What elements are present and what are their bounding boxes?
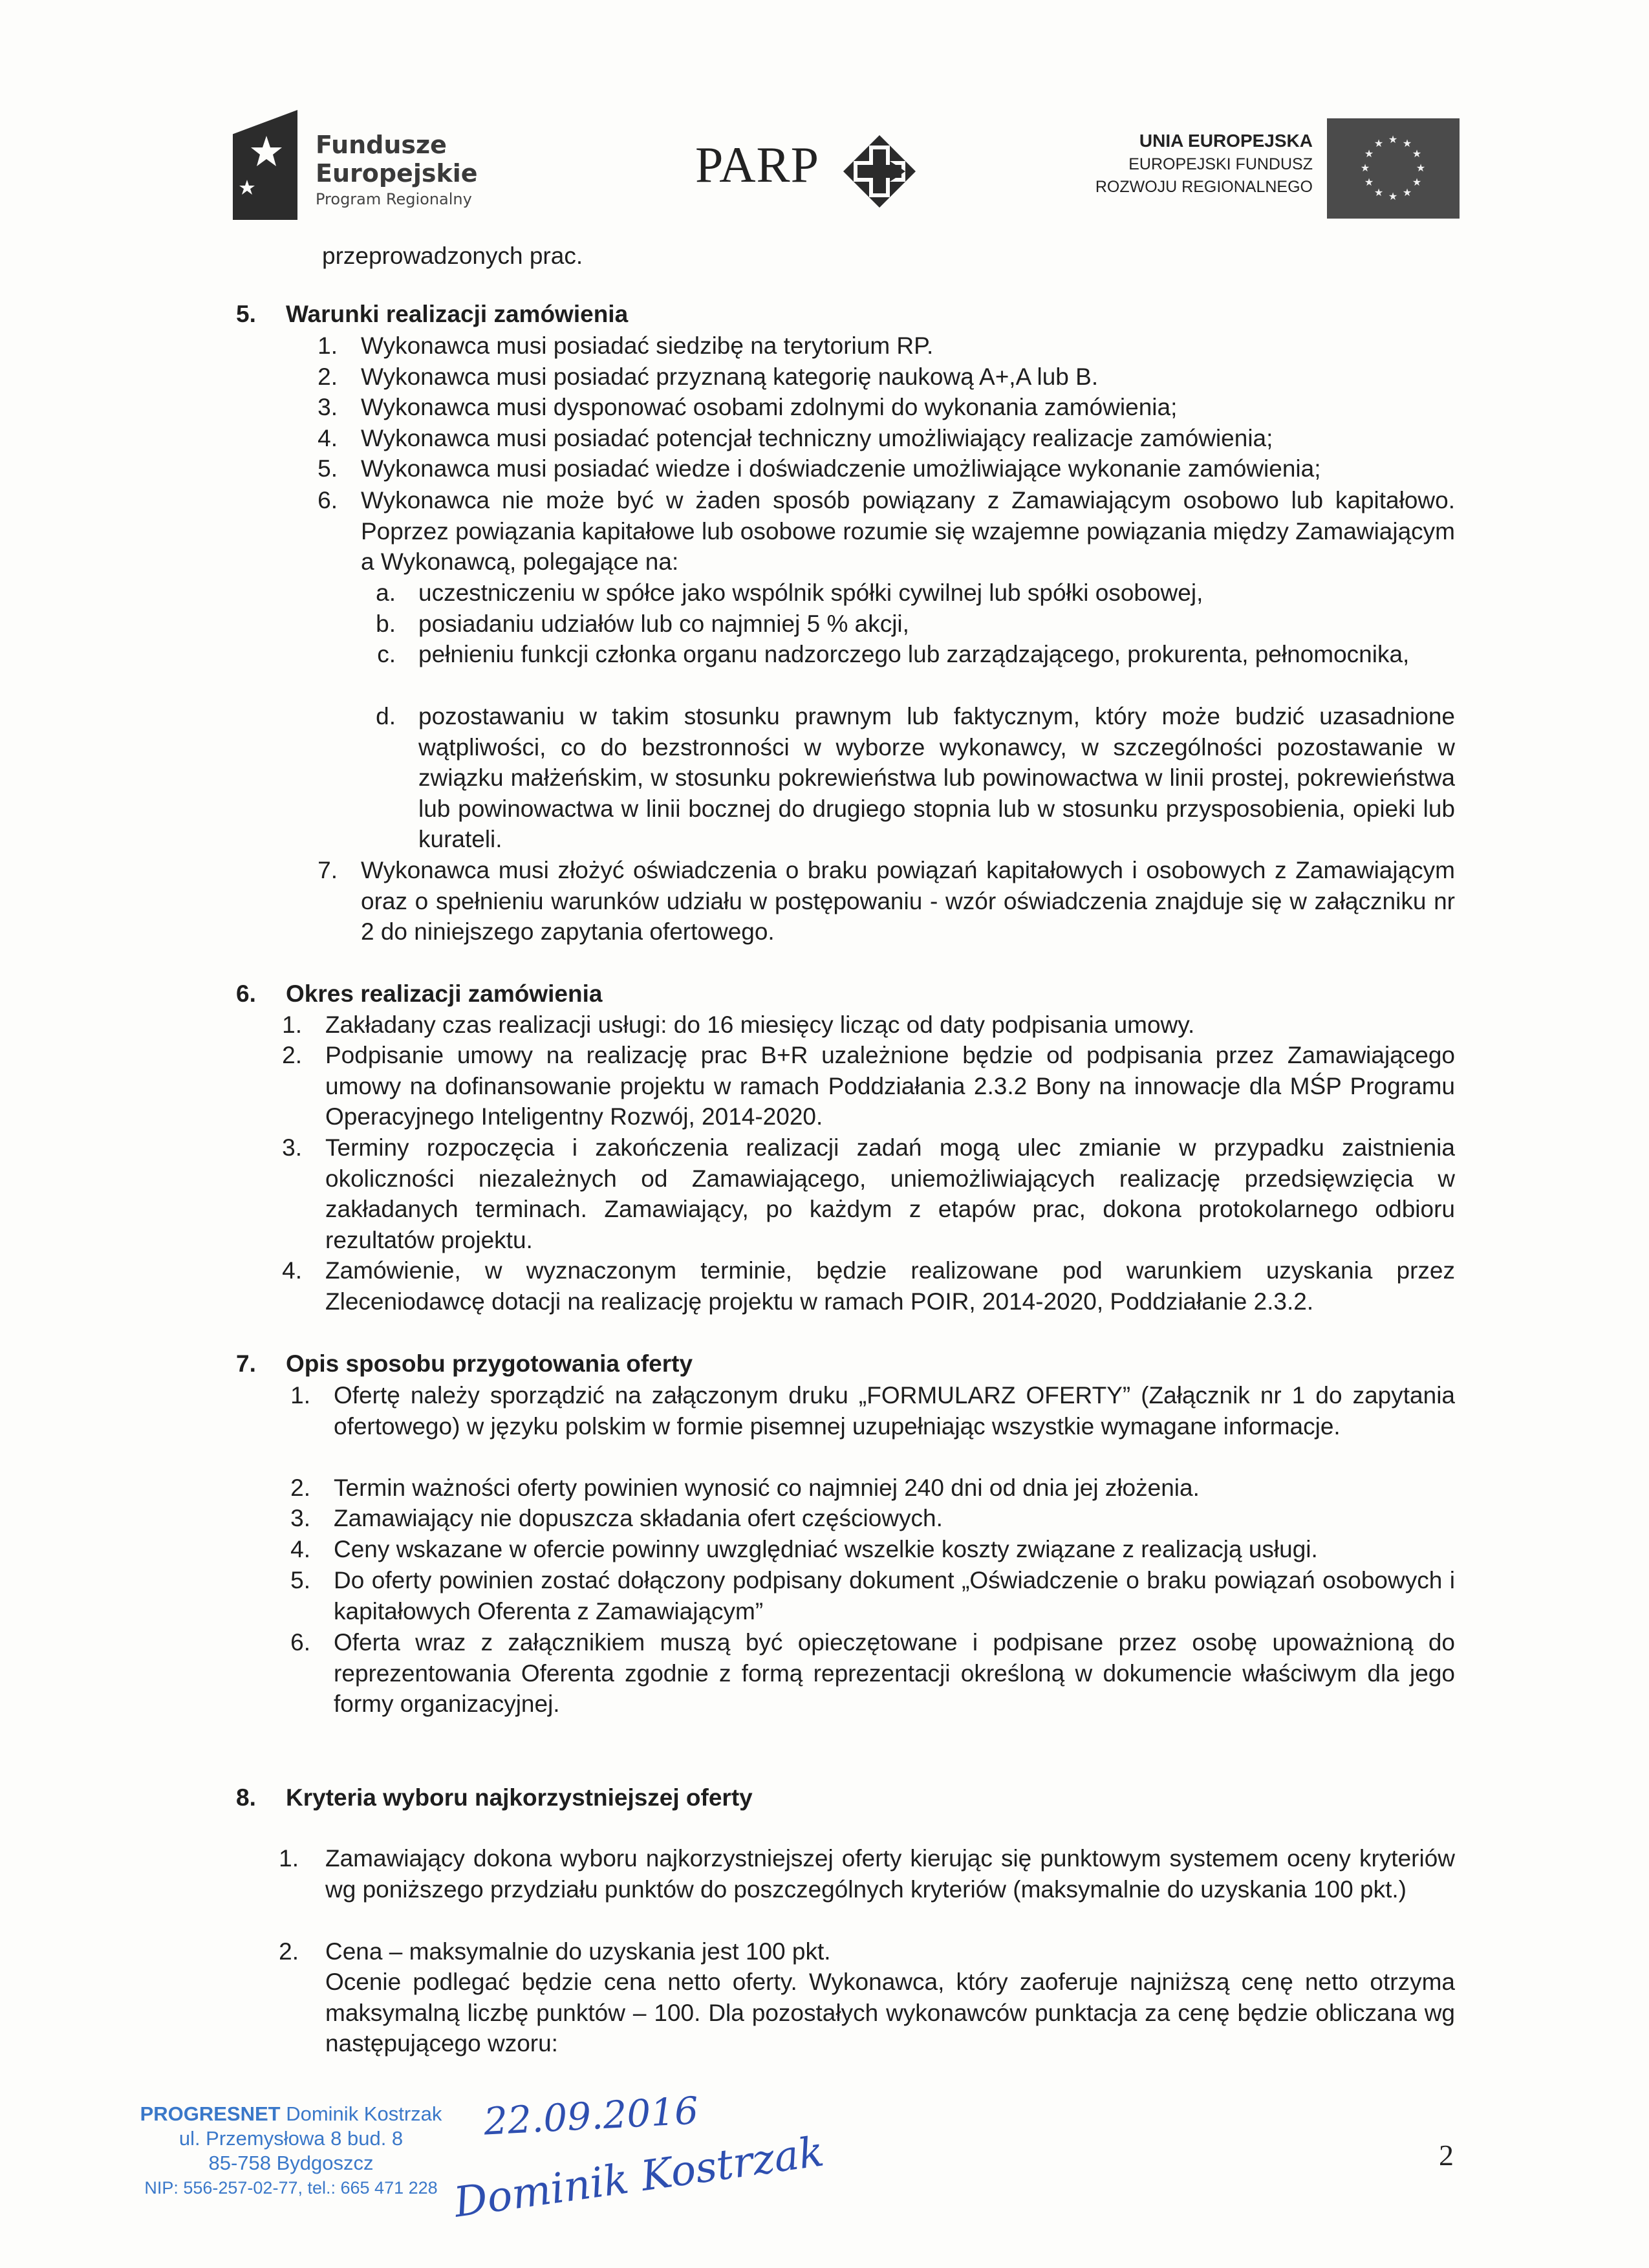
s8-item2-continued: Ocenie podlegać będzie cena netto oferty. Wykonawca, który zaoferuje najniższą cenę netto otrzyma maksymalną liczbę punktów – 100. Dla pozostałych wykonawców punktacja za cenę będzie obliczana wg następującego wzoru: — [325, 1969, 1455, 2057]
company-stamp — [103, 2102, 479, 2200]
eu-line3: ROZWOJU REGIONALNEGO — [1095, 178, 1313, 196]
svg-text:★: ★ — [1412, 147, 1422, 160]
s5-sub-d-num: d. — [376, 703, 396, 729]
intro-line: przeprowadzonych prac. — [322, 243, 583, 269]
svg-text:★: ★ — [1364, 147, 1374, 160]
svg-text:★: ★ — [1402, 186, 1412, 199]
s5-sub-b-text: posiadaniu udziałów lub co najmniej 5 % akcji, — [418, 610, 909, 637]
s6-item4-text: Zamówienie, w wyznaczonym terminie, będzie realizowane pod warunkiem uzyskania przez Zleceniodawcę dotacji na realizację projektu w ramach POIR, 2014-2020, Poddziałanie 2.3.2. — [325, 1257, 1455, 1315]
section8-title: Kryteria wyboru najkorzystniejszej oferty — [286, 1784, 753, 1811]
s7-item6-text: Oferta wraz z załącznikiem muszą być opieczętowane i podpisane przez osobę upoważnioną do reprezentowania Oferenta zgodnie z formą reprezentacji określoną w dokumencie właściwym dla jego formy organizacyjnej. — [334, 1629, 1455, 1717]
s5-item6-num: 6. — [318, 487, 338, 513]
parp-mark-icon — [841, 133, 918, 210]
parp-logo-text: PARP — [695, 136, 819, 193]
eu-flag-icon — [1327, 118, 1460, 219]
s7-item5-num: 5. — [290, 1567, 310, 1593]
s5-item2-num: 2. — [318, 363, 338, 390]
stamp-address1: ul. Przemysłowa 8 bud. 8 — [178, 2127, 404, 2150]
s5-item2-text: Wykonawca musi posiadać przyznaną kategorię naukową A+,A lub B. — [361, 363, 1099, 390]
s5-sub-c-text: pełnieniu funkcji członka organu nadzorczego lub zarządzającego, prokurenta, pełnomocnika, — [418, 641, 1410, 667]
s7-item6-num: 6. — [290, 1629, 310, 1656]
svg-text:★: ★ — [1364, 176, 1374, 188]
s7-item3-num: 3. — [290, 1505, 310, 1531]
s6-item1-text: Zakładany czas realizacji usługi: do 16 miesięcy licząc od daty podpisania umowy. — [325, 1011, 1195, 1038]
fundusze-europejskie-logo — [233, 110, 504, 226]
s5-sub-c-num: c. — [377, 641, 396, 667]
section7-title: Opis sposobu przygotowania oferty — [286, 1350, 693, 1377]
s7-item4-num: 4. — [290, 1536, 310, 1562]
s8-item1-num: 1. — [279, 1845, 299, 1872]
s5-item7-num: 7. — [318, 857, 338, 883]
section5-number: 5. — [236, 301, 256, 327]
s6-item4-num: 4. — [282, 1257, 302, 1284]
eu-line2: EUROPEJSKI FUNDUSZ — [1128, 155, 1313, 173]
s7-item5-text: Do oferty powinien zostać dołączony podpisany dokument „Oświadczenie o braku powiązań osobowych i kapitałowych Oferenta z Zamawiającym” — [334, 1567, 1455, 1625]
svg-text:★: ★ — [1412, 176, 1422, 188]
stamp-company-line — [103, 2102, 479, 2126]
svg-text:★: ★ — [1402, 137, 1412, 149]
section7-number: 7. — [236, 1350, 256, 1377]
eu-line1: UNIA EUROPEJSKA — [1139, 131, 1313, 151]
section8-number: 8. — [236, 1784, 256, 1811]
s7-item2-text: Termin ważności oferty powinien wynosić co najmniej 240 dni od dnia jej złożenia. — [334, 1474, 1200, 1501]
s8-item2-text: Cena – maksymalnie do uzyskania jest 100 pkt. — [325, 1938, 831, 1965]
svg-text:★: ★ — [1374, 186, 1384, 199]
s8-item1-text: Zamawiający dokona wyboru najkorzystniejszej oferty kierując się punktowym systemem oceny kryteriów wg poniższego przydziału punktów do poszczególnych kryteriów (maksymalnie do uzyskania 100 pkt.) — [325, 1845, 1455, 1903]
fe-line2: Europejskie — [316, 159, 478, 188]
s5-item6-text: Wykonawca nie może być w żaden sposób powiązany z Zamawiającym osobowo lub kapitałowo. Poprzez powiązania kapitałowe lub osobowe rozumie się wzajemne powiązania między Zamawiającym a Wykonawcą, polegające na: — [361, 487, 1455, 575]
s5-item3-text: Wykonawca musi dysponować osobami zdolnymi do wykonania zamówienia; — [361, 394, 1178, 420]
s7-item1-text: Ofertę należy sporządzić na załączonym druku „FORMULARZ OFERTY” (Załącznik nr 1 do zapytania ofertowego) w języku polskim w formie pisemnej uzupełniając wszystkie wymagane informacje. — [334, 1382, 1455, 1440]
eu-text — [1035, 131, 1313, 197]
s6-item2-num: 2. — [282, 1042, 302, 1068]
s5-sub-a-text: uczestniczeniu w spółce jako wspólnik spółki cywilnej lub spółki osobowej, — [418, 579, 1203, 606]
svg-text:★: ★ — [1388, 133, 1398, 146]
section6-number: 6. — [236, 980, 256, 1007]
s5-item5-text: Wykonawca musi posiadać wiedze i doświadczenie umożliwiające wykonanie zamówienia; — [361, 455, 1321, 482]
svg-text:★: ★ — [1360, 162, 1370, 174]
s5-sub-d-text: pozostawaniu w takim stosunku prawnym lub faktycznym, który może budzić uzasadnione wątpliwości, co do bezstronności w wyborze wykonawcy, w szczególności pozostawanie w związku małżeńskim, w stosunku pokrewieństwa lub powinowactwa w linii prostej, pokrewieństwa lub powinowactwa w linii bocznej do drugiego stopnia lub w stosunku przysposobienia, opieki lub kurateli. — [418, 703, 1455, 852]
svg-text:★: ★ — [1416, 162, 1426, 174]
s5-item3-num: 3. — [318, 394, 338, 420]
s6-item3-num: 3. — [282, 1134, 302, 1161]
s7-item3-text: Zamawiający nie dopuszcza składania ofert częściowych. — [334, 1505, 943, 1531]
s7-item1-num: 1. — [290, 1382, 310, 1409]
fe-line3: Program Regionalny — [316, 190, 472, 208]
s8-item2-num: 2. — [279, 1938, 299, 1965]
stamp-company: PROGRESNET — [140, 2102, 281, 2125]
fe-line1: Fundusze — [316, 131, 447, 159]
handwritten-date: 22.09.2016 — [482, 2088, 700, 2144]
page-number: 2 — [1439, 2139, 1454, 2172]
handwritten-signature: Dominik Kostrzak — [451, 2128, 827, 2227]
stamp-owner: Dominik Kostrzak — [280, 2102, 442, 2125]
stamp-address2: 85-758 Bydgoszcz — [208, 2152, 374, 2174]
fe-star-icon — [233, 110, 297, 220]
s7-item2-num: 2. — [290, 1474, 310, 1501]
s5-sub-a-num: a. — [376, 579, 396, 606]
s5-sub-b-num: b. — [376, 610, 396, 637]
svg-text:★: ★ — [1388, 190, 1398, 202]
svg-text:★: ★ — [1374, 137, 1384, 149]
s5-item4-text: Wykonawca musi posiadać potencjał techniczny umożliwiający realizacje zamówienia; — [361, 425, 1273, 451]
s7-item4-text: Ceny wskazane w ofercie powinny uwzględniać wszelkie koszty związane z realizacją usługi. — [334, 1536, 1318, 1562]
s6-item2-text: Podpisanie umowy na realizację prac B+R uzależnione będzie od podpisania przez Zamawiającego umowy na dofinansowanie projektu w ramach Poddziałania 2.3.2 Bony na innowacje dla MŚP Programu Operacyjnego Inteligentny Rozwój, 2014-2020. — [325, 1042, 1455, 1130]
section6-title: Okres realizacji zamówienia — [286, 980, 603, 1007]
section5-title: Warunki realizacji zamówienia — [286, 301, 629, 327]
s6-item3-text: Terminy rozpoczęcia i zakończenia realizacji zadań mogą ulec zmianie w przypadku zaistnienia okoliczności niezależnych od Zamawiającego, uniemożliwiających realizację przedsięwzięcia w zakładanych terminach. Zamawiający, po każdym z etapów prac, dokona protokolarnego odbioru rezultatów projektu. — [325, 1134, 1455, 1253]
s5-item1-text: Wykonawca musi posiadać siedzibę na terytorium RP. — [361, 332, 934, 359]
s6-item1-num: 1. — [282, 1011, 302, 1038]
s5-item4-num: 4. — [318, 425, 338, 451]
s5-item1-num: 1. — [318, 332, 338, 359]
stamp-contact: NIP: 556-257-02-77, tel.: 665 471 228 — [144, 2178, 438, 2198]
s5-item7-text: Wykonawca musi złożyć oświadczenia o braku powiązań kapitałowych i osobowych z Zamawiającym oraz o spełnieniu warunków udziału w postępowaniu - wzór oświadczenia znajduje się w załączniku nr 2 do niniejszego zapytania ofertowego. — [361, 857, 1455, 945]
s5-item5-num: 5. — [318, 455, 338, 482]
